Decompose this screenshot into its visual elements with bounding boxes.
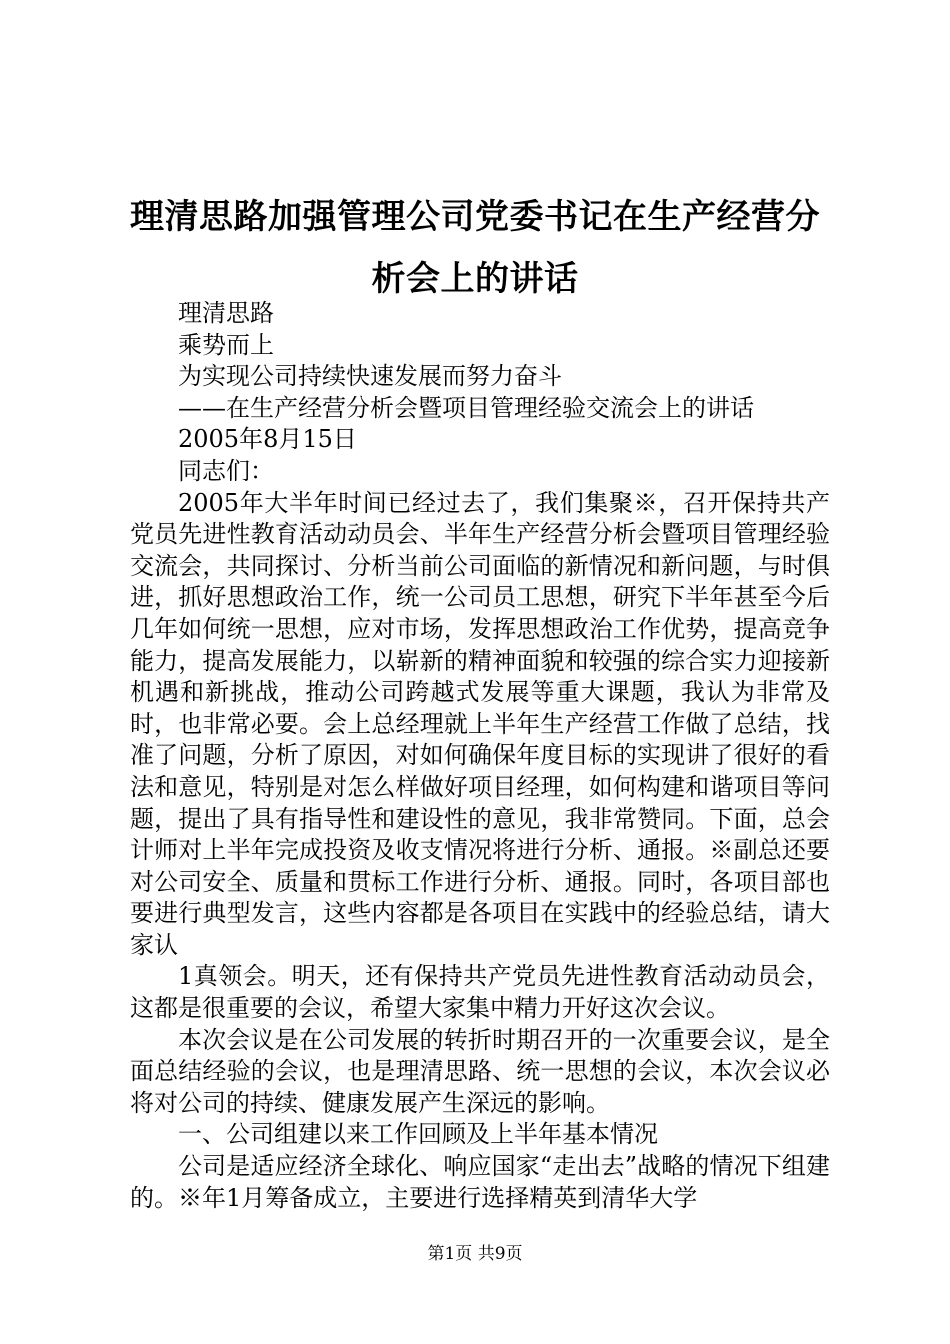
- section-heading-1: 一、公司组建以来工作回顾及上半年基本情况: [178, 1120, 658, 1149]
- paragraph-1: 2005年大半年时间已经过去了，我们集聚※，召开保持共产党员先进性教育活动动员会、半年生产经营分析会暨项目管理经验交流会，共同探讨、分析当前公司面临的新情况和新问题，与时俱进，抓好思想政治工作，统一公司员工思想，研究下半年甚至今后几年如何统一思想，应对市场，发挥思想政治工作优势，提高竞争能力，提高发展能力，以崭新的精神面貌和较强的综合实力迎接新机遇和新挑战，推动公司跨越式发展等重大课题，我认为非常及时，也非常必要。会上总经理就上半年生产经营工作做了总结，找准了问题，分析了原因，对如何确保年度目标的实现讲了很好的看法和意见，特别是对怎么样做好项目经理，如何构建和谐项目等问题，提出了具有指导性和建设性的意见，我非常赞同。下面，总会计师对上半年完成投资及收支情况将进行分析、通报。※副总还要对公司安全、质量和贯标工作进行分析、通报。同时，各项目部也要进行典型发言，这些内容都是各项目在实践中的经验总结，请大家认: [130, 488, 830, 959]
- page-footer: 第1页 共9页: [427, 1244, 523, 1264]
- document-body: [130, 298, 830, 1214]
- heading-line-1: 理清思路: [178, 299, 274, 327]
- paragraph-3: 本次会议是在公司发展的转折时期召开的一次重要会议，是全面总结经验的会议，也是理清思路、统一思想的会议，本次会议必将对公司的持续、健康发展产生深远的影响。: [130, 1025, 830, 1117]
- heading-line-2: 乘势而上: [178, 330, 274, 359]
- document-title: 理清思路加强管理公司党委书记在生产经营分析会上的讲话: [130, 197, 820, 299]
- paragraph-2: 1真领会。明天，还有保持共产党员先进性教育活动动员会，这都是很重要的会议，希望大家集中精力开好这次会议。: [130, 962, 830, 1023]
- heading-subtitle: ——在生产经营分析会暨项目管理经验交流会上的讲话: [178, 393, 754, 422]
- speech-date: 2005年8月15日: [178, 425, 357, 454]
- paragraph-4: 公司是适应经济全球化、响应国家“走出去”战略的情况下组建的。※年1月筹备成立，主要进行选择精英到清华大学: [130, 1152, 830, 1212]
- salutation: 同志们：: [178, 456, 274, 485]
- heading-line-3: 为实现公司持续快速发展而努力奋斗: [178, 362, 562, 391]
